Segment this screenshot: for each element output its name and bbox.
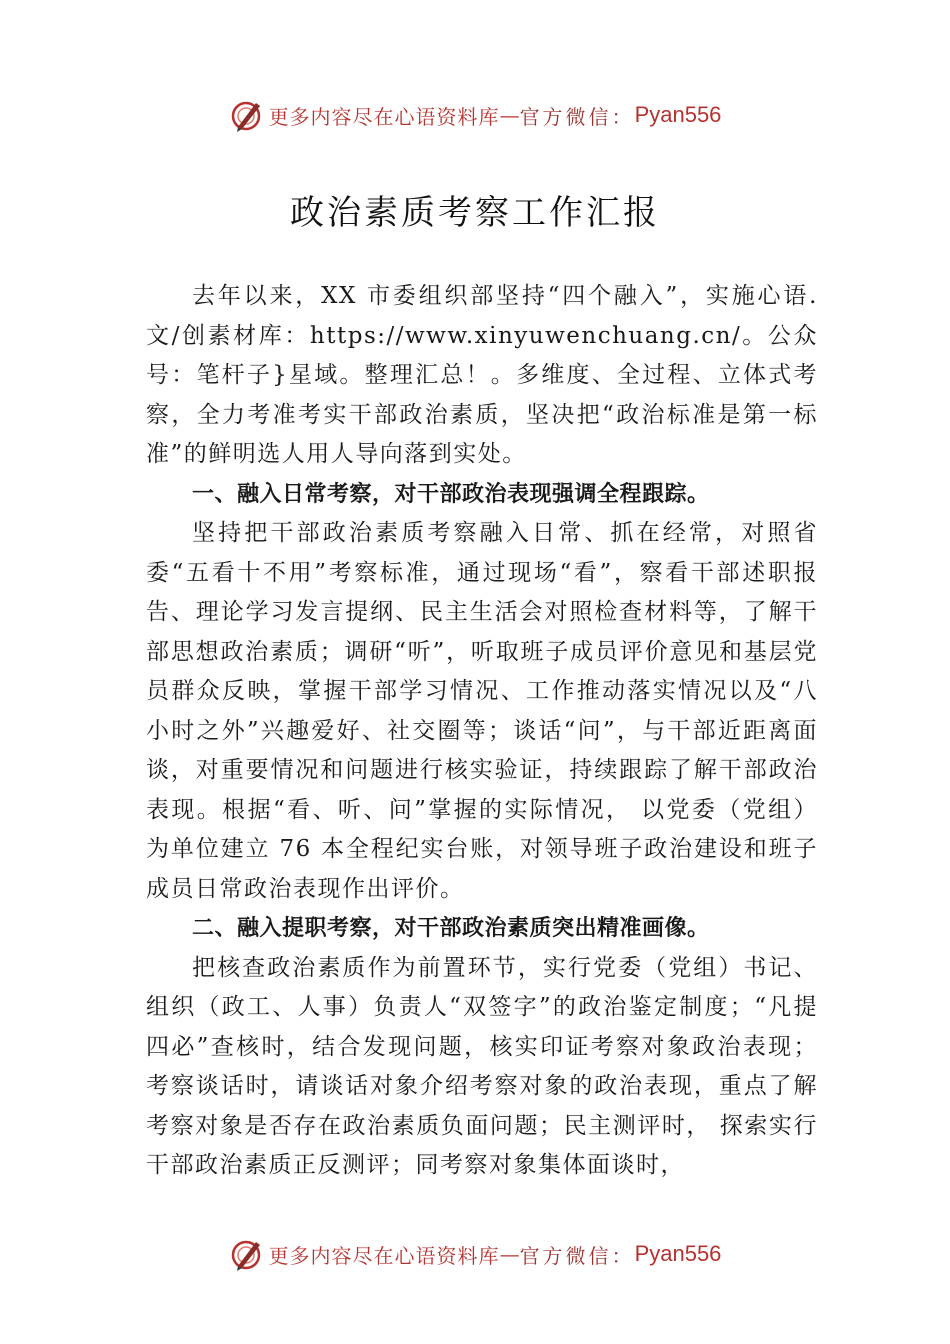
wechat-label: 官方微信：: [519, 1243, 635, 1268]
banner-text: 更多内容尽在心语资料库: [268, 1243, 500, 1268]
section-2-paragraph: 把核查政治素质作为前置环节，实行党委（党组）书记、组织（政工、人事）负责人“双签字”的政治鉴定制度；“凡提四必”查核时，结合发现问题，核实印证考察对象政治表现；考察谈话时，请谈话对象介绍考察对象的政治表现，重点了解考察对象是否存在政治素质负面问题；民主测评时， 探索实行干部政治素质正反测评；同考察对象集体面谈时，: [146, 954, 818, 1178]
document-body: [146, 277, 818, 1186]
pen-logo-icon: [229, 97, 265, 133]
header-banner: [0, 95, 950, 135]
section-1-heading: 一、融入日常考察，对干部政治表现强调全程跟踪。: [192, 481, 710, 507]
wechat-id: Pyan556: [634, 1241, 722, 1266]
pen-logo-icon: [229, 1236, 265, 1272]
banner-dash: —: [499, 103, 520, 127]
wechat-label: 官方微信：: [519, 104, 635, 129]
intro-paragraph: 去年以来，XX 市委组织部坚持“四个融入”，实施心语.文/创素材库：https://www.xinyuwenchuang.cn/。公众号：笔杆子}星域。整理汇总！。多维度、全过程、立体式考察，全力考准考实干部政治素质，坚决把“政治标准是第一标准”的鲜明选人用人导向落到实处。: [146, 283, 818, 467]
banner-text: 更多内容尽在心语资料库: [268, 104, 500, 129]
section-1-paragraph: 坚持把干部政治素质考察融入日常、抓在经常，对照省委“五看十不用”考察标准，通过现场“看”，察看干部述职报告、理论学习发言提纲、民主生活会对照检查材料等，了解干部思想政治素质；调研“听”，听取班子成员评价意见和基层党员群众反映，掌握干部学习情况、工作推动落实情况以及“八小时之外”兴趣爱好、社交圈等；谈话“问”，与干部近距离面谈，对重要情况和问题进行核实验证，持续跟踪了解干部政治表现。根据“看、听、问”掌握的实际情况， 以党委（党组）为单位建立 76 本全程纪实台账，对领导班子政治建设和班子成员日常政治表现作出评价。: [146, 520, 818, 902]
document-title: 政治素质考察工作汇报: [290, 193, 660, 233]
wechat-id: Pyan556: [634, 102, 722, 127]
section-2-heading: 二、融入提职考察，对干部政治素质突出精准画像。: [192, 916, 710, 941]
banner-dash: —: [499, 1242, 520, 1266]
footer-banner: [0, 1234, 950, 1274]
